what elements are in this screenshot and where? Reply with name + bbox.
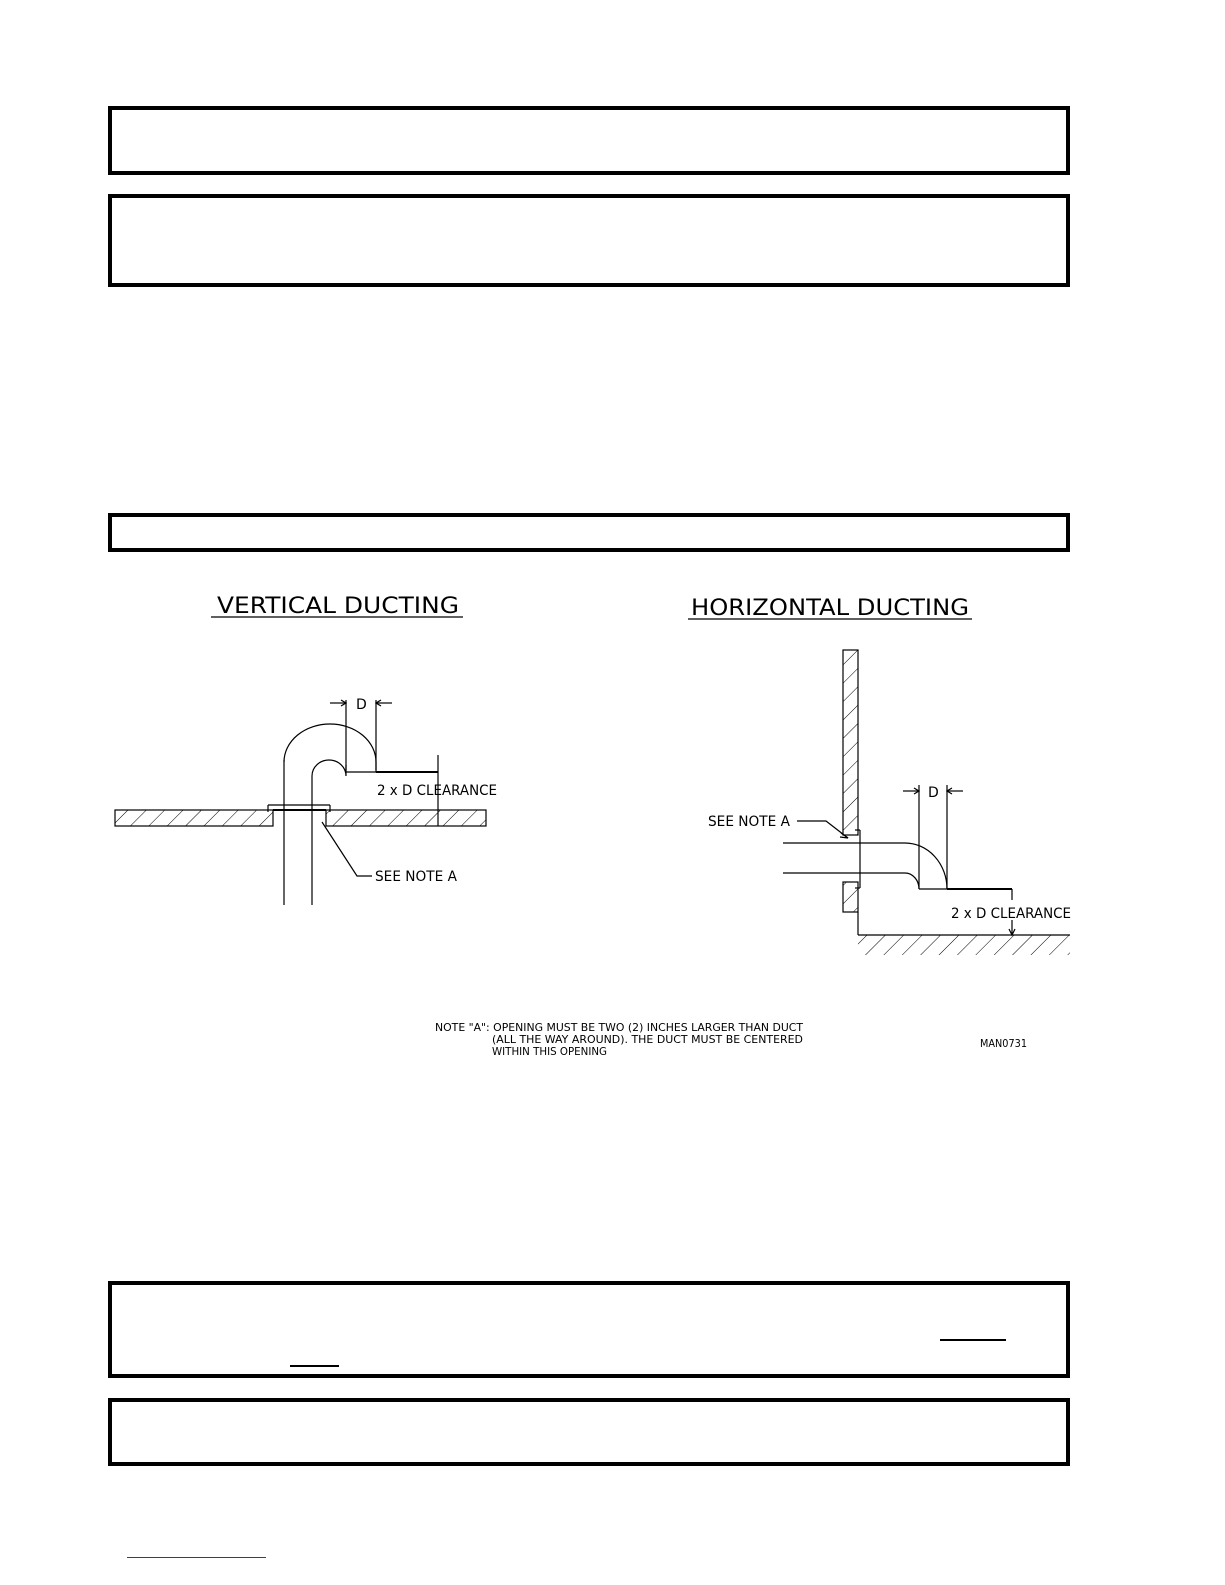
horizontal-d-label: D [928,785,939,801]
vertical-ducting-title: VERTICAL DUCTING [217,594,459,619]
horizontal-ducting-title: HORIZONTAL DUCTING [691,596,969,621]
note-line-1: NOTE "A": OPENING MUST BE TWO (2) INCHES LARGER THAN DUCT [435,1021,804,1034]
horizontal-wall-upper [843,650,858,835]
horizontal-clearance-label: 2 x D CLEARANCE [951,906,1071,922]
diagram-notes [435,1021,1027,1058]
vertical-clearance-label: 2 x D CLEARANCE [377,783,497,799]
horizontal-ducting-drawing [688,596,1071,955]
vertical-note-label: SEE NOTE A [375,869,458,885]
horizontal-duct-elbow-inner [905,873,919,889]
note-line-3: WITHIN THIS OPENING [492,1045,607,1058]
horizontal-floor-slab [858,935,1070,955]
drawing-id: MAN0731 [980,1037,1027,1050]
vertical-ducting-drawing [115,594,497,905]
horizontal-note-label: SEE NOTE A [708,814,791,830]
vertical-d-label: D [356,697,367,713]
horizontal-duct-elbow-outer [905,843,947,889]
note-line-2: (ALL THE WAY AROUND). THE DUCT MUST BE CENTERED [492,1033,803,1046]
vertical-floor-slab-right [326,810,486,826]
vertical-duct-elbow-outer [284,724,376,772]
vertical-duct-elbow-inner [312,760,346,776]
vertical-floor-slab-left [115,810,273,826]
horizontal-wall-lower [843,882,858,912]
